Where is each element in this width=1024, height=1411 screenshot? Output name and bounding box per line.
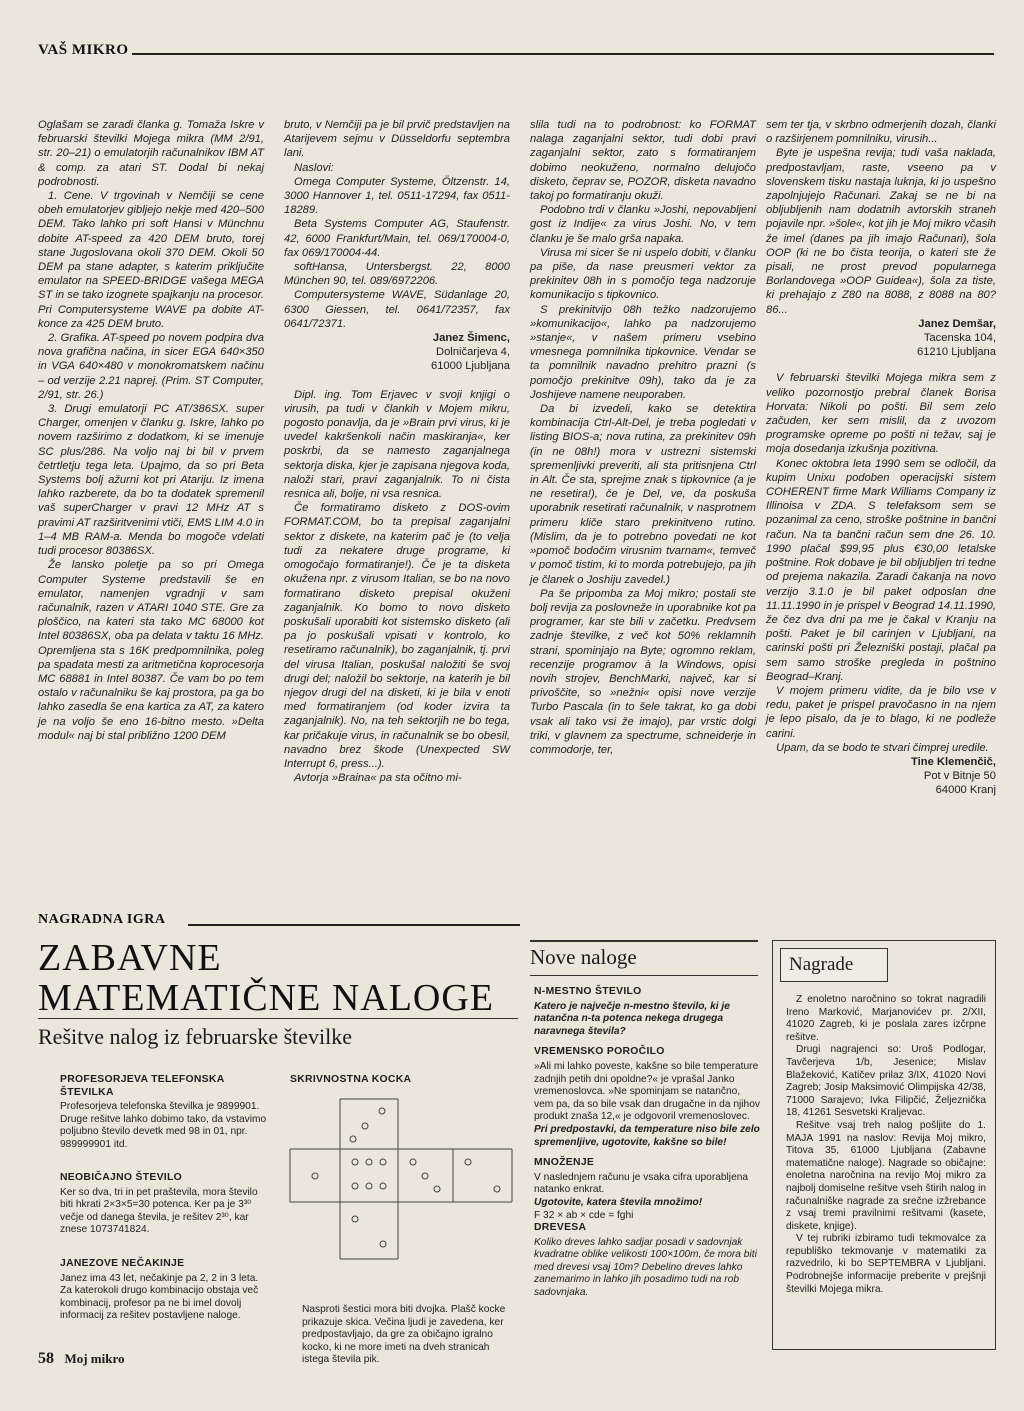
new-tasks-title: Nove naloge bbox=[530, 945, 637, 969]
letter-column-4 bbox=[766, 118, 996, 798]
contest-title bbox=[38, 938, 518, 1018]
letter-paragraph: Computersysteme WAVE, Südanlage 20, 6300 Giessen, tel. 0641/72357, fax 0641/72371. bbox=[284, 289, 510, 330]
letter-paragraph: 2. Grafika. AT-speed po novem podpira dva nova grafična načina, in sicer EGA 640×350 in VGA 640×480 v monokromatskem načinu – od verzije 2.21 naprej. (Prim. ST Computer, 2/91, str. 26.) bbox=[38, 332, 264, 401]
contest-title-line1: ZABAVNE bbox=[38, 937, 222, 979]
new-tasks-header bbox=[530, 940, 758, 976]
letter-paragraph: bruto, v Nemčiji pa je bil prvič predstavljen na Atarijevem sejmu v Düsseldorfu septembra lani. bbox=[284, 119, 510, 160]
letter-paragraph: Virusa mi sicer še ni uspelo dobiti, v članku pa piše, da nase preusmeri vektor za prekinitev 08h in s pomočjo tega nadzoruje komunikacijo s tipkovnico. bbox=[530, 246, 756, 302]
title-divider bbox=[38, 1018, 518, 1019]
signature-city: 64000 Kranj bbox=[935, 784, 996, 797]
page-number: 58 bbox=[38, 1350, 54, 1367]
cube-pip bbox=[380, 1183, 386, 1189]
puzzle-text: Profesorjeva telefonska številka je 9899901. Druge rešitve lahko dobimo tako, da vstavimo poljubno število devetk med 98 in 01, npr. 989999901 itd. bbox=[60, 1101, 267, 1150]
signature-name: Tine Klemenčič, bbox=[911, 755, 996, 768]
letter-paragraph: Že lansko poletje pa so pri Omega Computer Systeme predstavili še en emulator, namenjen vgradnji v sam računalnik, razen v ATARI 1040 STE. Gre za ploščico, na kateri sta tako MC 68000 kot Intel 80386SX, oba pa delata v taktu 16 MHz. Opremljena sta s 16K predpomnilnika, poleg pa spadata mesti za aritmetična koprocesorja MC 68881 in Intel 80387. Če vam bo po tem ostalo v računalniku še kaj prostora, pa ga bo lahko zasedla še ena kartica za AT, za katero je na voljo še eno 16-bitno mesto. »Delta modul« naj bi stal približno 1200 DEM bbox=[38, 559, 264, 742]
letter-paragraph: Pa še pripomba za Moj mikro; postali ste bolj revija za poslovneže in uporabnike kot pa programer, kar ste bili v začetku. Predvsem zadnje številke, z več kot 50% reklamnih strani, spominjajo na Byte; ogromno reklam, recenzije programov à la Windows, opisi novih strojev, BenchMarki, največ, kar si privoščite, so »nežni« opisi nove verzije Turbo Pascala (in to šele takrat, ko ga dobi vsak ali tako vsi že imajo), par vrstic dolgi triki, v glavnem za spectrume, schneiderje in commodorje, ter, bbox=[530, 587, 756, 756]
task-question: Ugotovite, katera števila množimo! bbox=[534, 1196, 703, 1208]
prizes-paragraph: V tej rubriki izbiramo tudi tekmovalce za republiško tekmovanje v matematiki za razvedrilo, ki bo SEPTEMBRA v Ljubljani. Podrobnejše informacije preberite v prejšnji številki Mojega mikra. bbox=[786, 1233, 986, 1295]
cube-pip bbox=[352, 1159, 358, 1165]
magazine-name: Moj mikro bbox=[64, 1351, 125, 1366]
task-title: N-MESTNO ŠTEVILO bbox=[534, 986, 642, 997]
contest-section-label: NAGRADNA IGRA bbox=[38, 912, 166, 927]
puzzle-cube bbox=[290, 1074, 520, 1089]
prizes-paragraph: Rešitve vsaj treh nalog pošljite do 1. MAJA 1991 na naslov: Revija Moj mikro, Titova 35, 61000 Ljubljana (Zabavne matematične naloge). Nagrade so običajne: enoletna naročnina na revijo Moj mikro za najbolj domiselne rešitve vseh štirih nalog in računalniške nagrade za srečne izžrebance z vsaj tremi pravilnimi rešitvami (kasete, diskete, knjige). bbox=[786, 1119, 986, 1232]
letter-paragraph: Podobno trdi v članku »Joshi, nepovabljeni gost iz Indije« za virus Joshi. No, v tem članku je še malo grša napaka. bbox=[530, 204, 756, 245]
cube-pip bbox=[366, 1159, 372, 1165]
task-question: Pri predpostavki, da temperature niso bile zelo spremenljive, ugotovite, kakšne so bile! bbox=[534, 1123, 760, 1148]
page-footer bbox=[38, 1350, 125, 1368]
cube-pip bbox=[410, 1159, 416, 1165]
letter-column-2 bbox=[284, 118, 510, 785]
letter-paragraph: 1. Cene. V trgovinah v Nemčiji se cene obeh emulatorjev gibljejo nekje med 420–500 DEM. Tako lahko pri soft Hansi v Münchnu dobite AT-speed za 420 DEM bruto, torej stane Jugoslovana okoli 370 DEM. Okoli 50 DEM pa stane adapter, s katerim priključite emulator na SPEED-BRIDGE vašega MEGA ST in se tako izognete spajkanju na procesor. Pri Computersysteme WAVE pa dobite AT-konce za 425 DEM bruto. bbox=[38, 190, 264, 330]
cube-pip bbox=[312, 1173, 318, 1179]
contest-subtitle: Rešitve nalog iz februarske številke bbox=[38, 1024, 353, 1049]
letter-paragraph: Konec oktobra leta 1990 sem se odločil, da kupim Unixu podoben operacijski sistem COHERENT firme Mark Williams Company iz Illinoisa v ZDA. S telefaksom sem se pozanimal za ceno, stroške poštnine in bančni račun. Na ta bančni račun sem dne 26. 10. 1990 plačal $99,95 plus €30,00 letalske poštnine. Rok dobave je bil obljubljen tri tedne od prejema nakazila. Zaradi čakanja na novo verzijo 3.1.0 je bil paket odposlan dne 11.11.1990 in je prispel v Beograd 14.11.1990, že čez dva dni pa me je čakal v Kranju na pošti. Paket je bil carinjen v Ljubljani, na carinski pošti pri Železniški postaji, plačal pa sem samo stroške pregleda in poštnino Beograd–Kranj. bbox=[766, 457, 996, 683]
letter-paragraph: V februarski številki Mojega mikra sem z veliko pozornostjo prebral članek Borisa Horvata: Nikoli po pošti. Bil sem zelo začuden, ker sem mislil, da z uvozom programske opreme po pošti ni težav, saj je moja dosedanja izkušnja pozitivna. bbox=[766, 372, 996, 456]
puzzle-nieces bbox=[60, 1258, 270, 1323]
letter-column-3 bbox=[530, 118, 756, 757]
letter-paragraph: Če formatiramo disketo z DOS-ovim FORMAT.COM, bo ta prepisal zaganjalni sektor z diskete, na katerim pač je (to velja tudi za nekatere druge programe, ki omogočajo formatiranje!). Če je ta disketa okužena npr. z virusom Italian, se bo na novo formatirano disketo prepisal okuženi zaganjalnik. Ko bomo to novo disketo poskušali uporabiti kot sistemsko disketo (ali pa jo poskušali vpisati v kontrolo, ko resetiramo računalnik), bo zaganjalnik, tj. prvi del virusa Italian, poskušal naložiti še svoj drugi del; naložil bo sektorje, na katerih je bil njegov drugi del na disketi, ki je bila v enoti med formatiranjem (od koder izvira ta zaganjalnik). No, na teh sektorjih ne bo tega, kar pričakuje virus, in računalnik se bo obesil, navadno brez škode (Unexpected SW Interrupt 6, press...). bbox=[284, 502, 510, 770]
signature-street: Pot v Bitnje 50 bbox=[923, 770, 996, 783]
letter-paragraph: 3. Drugi emulatorji PC AT/386SX. super Charger, omenjen v članku g. Iskre, lahko po novem razširimo z dodatkom, ki se imenuje SC plus/286. Na voljo naj bi bil v prvem četrtletju tega leta. Upajmo, da so pri Beta Systems bolj ažurni kot pri Atariju. Iz imena lahko razberete, da bo ta dodatek spremenil vaš superCharger v pravi 12 MHz AT s pravimi AT razširitvenimi vtiči, EMS LIM 4.0 in 1–4 MB RAM-a. Menda bo mogoče vdelati tudi procesor 80386SX. bbox=[38, 403, 264, 558]
task-text: Koliko dreves lahko sadjar posadi v sadovnjak kvadratne oblike velikosti 100×100m, če mora biti med drevesi vsaj 10m? Debelino dreves lahko zanemarimo in lahko jih posadimo tudi na rob sadovnjaka. bbox=[534, 1236, 757, 1299]
cube-pip bbox=[352, 1183, 358, 1189]
puzzle-title: JANEZOVE NEČAKINJE bbox=[60, 1258, 185, 1269]
puzzle-text: Janez ima 43 let, nečakinje pa 2, 2 in 3 leta. Za katerokoli drugo kombinacijo obstaja več kombinacij, profesor pa ne bi imel dovolj informacij za rešitev postavljene naloge. bbox=[60, 1272, 259, 1322]
signature-name: Janez Šimenc, bbox=[432, 332, 510, 345]
cube-pip bbox=[434, 1186, 440, 1192]
cube-pip bbox=[380, 1241, 386, 1247]
task-equation: F 32 × ab × cde = fghi bbox=[534, 1209, 634, 1221]
section-header: VAŠ MIKRO bbox=[38, 42, 129, 58]
letter-paragraph: Da bi izvedeli, kako se detektira kombinacija Ctrl-Alt-Del, je treba pogledati v listing BIOS-a; nova rutina, za prekinitev 09h (in ne 08h!) mora v ustrezni sistemski spremenljivki preveriti, ali sta pritisnjena Ctrl in Alt. Če sta, sprejme znak s tipkovnice (a je ne resetira!), če je Del, ve, da poskuša uporabnik resetirati računalnik, v nasprotnem primeru kliče staro prekinitveno rutino. (Mislim, da je to potrebno povedati ne kot »pomoč bodočim virusnim tvarnam«, temveč v pomoč tistim, ki to morda potrebujejo, pa jih je članek o Joshiju zavedel.) bbox=[530, 403, 756, 586]
task-question: Katero je največje n-mestno število, ki je natančna n-ta potenca nekega drugega naravnega števila? bbox=[534, 1000, 730, 1037]
letter-paragraph: Omega Computer Systeme, Öltzenstr. 14, 3000 Hannover 1, tel. 0511-17294, fax 0511-18289. bbox=[284, 175, 510, 217]
puzzle-title: SKRIVNOSTNA KOCKA bbox=[290, 1074, 412, 1085]
cube-pip bbox=[352, 1216, 358, 1222]
cube-pip bbox=[362, 1123, 368, 1129]
new-tasks-list bbox=[534, 986, 760, 1300]
task-text: »Ali mi lahko poveste, kakšne so bile temperature zadnjih petih dni opoldne?« je vprašal Janko vremenoslovca. »Ne spominjam se natančno, vem pa, da so bile vsak dan drugačne in da njihov produkt znaša 12,« je odgovoril vremenoslovec. bbox=[534, 1060, 760, 1123]
cube-pip bbox=[379, 1108, 385, 1114]
header-rule bbox=[132, 53, 994, 55]
signature-city: 61000 Ljubljana bbox=[430, 360, 510, 373]
puzzle-title: PROFESORJEVA TELEFONSKA ŠTEVILKA bbox=[60, 1074, 225, 1098]
letter-paragraph: Beta Systems Computer AG, Staufenstr. 42, 6000 Frankfurt/Main, tel. 069/170004-0, fax 069/170004-44. bbox=[284, 218, 510, 259]
cube-pip bbox=[350, 1136, 356, 1142]
cube-caption: Nasproti šestici mora biti dvojka. Plašč kocke prikazuje skica. Večina ljudi je zavedena, ker predpostavljajo, da gre za običajno igralno kocko, ki ne more imeti na dveh stranicah istega števila pik. bbox=[302, 1304, 506, 1366]
puzzle-telephone bbox=[60, 1074, 270, 1152]
contest-rule bbox=[188, 924, 520, 926]
cube-pip bbox=[494, 1186, 500, 1192]
letter-paragraph: Dipl. ing. Tom Erjavec v svoji knjigi o virusih, pa tudi v člankih v Mojem mikru, pogosto ponavlja, da je »Brain prvi virus, ki je uvedel kakršenkoli način maskiranja«, ker poskrbi, da se namesto zaganjalnega sektorja diska, kjer je zapisana njegova koda, naloži stari, pravi zaganjalnik. To ni čista resnica ali, bolje, ni vsa resnica. bbox=[284, 388, 510, 501]
cube-pip bbox=[465, 1159, 471, 1165]
cube-pip bbox=[422, 1173, 428, 1179]
letter-paragraph: Upam, da se bodo te stvari čimprej uredile. bbox=[776, 741, 989, 754]
prizes-paragraph: Z enoletno naročnino so tokrat nagradili Ireno Marković, Marjanovićev pr. 2/XII, 41020 Zagreb, ki je poslala zares izčrpne rešitve. bbox=[786, 994, 986, 1043]
letter-paragraph: S prekinitvijo 08h težko nadzorujemo »komunikacijo«, lahko pa nadzorujemo »stanje«, v našem primeru vsebino vmesnega pomnilnika tipkovnice. Vendar se ta pomnilnik navadno prehitro prazni (s pomočjo prekinitve 09h), tako da je za Joshijeve namene neuporaben. bbox=[530, 303, 756, 401]
letter-column-1 bbox=[38, 118, 264, 743]
letter-paragraph: Naslovi: bbox=[294, 161, 334, 174]
letter-paragraph: Oglašam se zaradi članka g. Tomaža Iskre v februarski številki Mojega mikra (MM 2/91, str. 20–21) o emulatorjih računalnikov IBM AT & comp. za atari ST. Dodal bi nekaj podrobnosti. bbox=[38, 119, 264, 188]
puzzle-unusual-number bbox=[60, 1172, 270, 1237]
prizes-text bbox=[786, 994, 986, 1296]
prizes-title-box bbox=[780, 948, 888, 982]
signature-street: Dolničarjeva 4, bbox=[436, 346, 510, 359]
signature-city: 61210 Ljubljana bbox=[916, 346, 996, 359]
signature-street: Tacenska 104, bbox=[923, 332, 996, 345]
cube-pip bbox=[366, 1183, 372, 1189]
puzzle-title: NEOBIČAJNO ŠTEVILO bbox=[60, 1172, 183, 1183]
letter-paragraph: Avtorja »Braina« pa sta očitno mi- bbox=[294, 772, 462, 785]
letter-paragraph: sem ter tja, v skrbno odmerjenih dozah, članki o razširjenem pomnilniku, virusih... bbox=[766, 119, 996, 146]
contest-title-line2: MATEMATIČNE NALOGE bbox=[38, 977, 495, 1019]
task-title: MNOŽENJE bbox=[534, 1157, 595, 1169]
letter-paragraph: V mojem primeru vidite, da je bilo vse v redu, paket je prispel pravočasno in na njem je lepo pisalo, da je to blago, ki ne podleže carini. bbox=[766, 684, 996, 740]
prizes-title: Nagrade bbox=[789, 954, 854, 975]
cube-net-diagram bbox=[285, 1094, 520, 1274]
letter-paragraph: softHansa, Untersbergst. 22, 8000 München 90, tel. 089/6972206. bbox=[284, 261, 510, 288]
puzzle-text: Ker so dva, tri in pet praštevila, mora število biti hkrati 2×3×5=30 potenca. Ker pa je 3³⁰ večje od danega števila, je rešitev 2³⁰, kar znese 1073741824. bbox=[60, 1186, 258, 1236]
signature-name: Janez Demšar, bbox=[918, 317, 996, 330]
task-text: V naslednjem računu je vsaka cifra uporabljena natanko enkrat. bbox=[534, 1171, 749, 1196]
letter-paragraph: Byte je uspešna revija; tudi vaša naklada, predpostavljam, raste, vseeno pa v slovenskem tisku nastaja luknja, ki jo uspešno zapolnjujejo Računari. Zakaj se ne bi na obljubljenih nam dodatnih avtorskih straneh pojavile npr. »šole«, kot jih je Moj mikro včasih že imel (danes pa jih imajo Računari), šola OOP (ki ne bo čista teorija, o kateri ste že pisali, ne prost prevod popularnega Borlandovega »OOP Guidea«), šola za tiste, ki prehajajo z Z80 na 8088, z 8088 na 80?86... bbox=[766, 147, 996, 316]
task-title: DREVESA bbox=[534, 1222, 587, 1234]
cube-pip bbox=[380, 1159, 386, 1165]
letter-paragraph: slila tudi na to podrobnost: ko FORMAT nalaga zaganjalni sektor, tudi dobi pravi zaganjalni sektor, zato s formatiranjem dobimo neokuženo, normalno delujočo disketo, čeprav se, POZOR, disketa navadno takoj po formatiranju okuži. bbox=[530, 119, 756, 203]
task-title: VREMENSKO POROČILO bbox=[534, 1046, 665, 1058]
prizes-paragraph: Drugi nagrajenci so: Uroš Podlogar, Tavčerjeva 1/b, Jesenice; Mislav Blažeković, Katičev prilaz 3/IX, 41020 Novi Zagreb; Josip Maksimović Olimpijska 42/38, 71000 Sarajevo; Ivka Filipčić, Željeznička 18, 41261 Sesvetski Kraljevac. bbox=[786, 1044, 986, 1119]
